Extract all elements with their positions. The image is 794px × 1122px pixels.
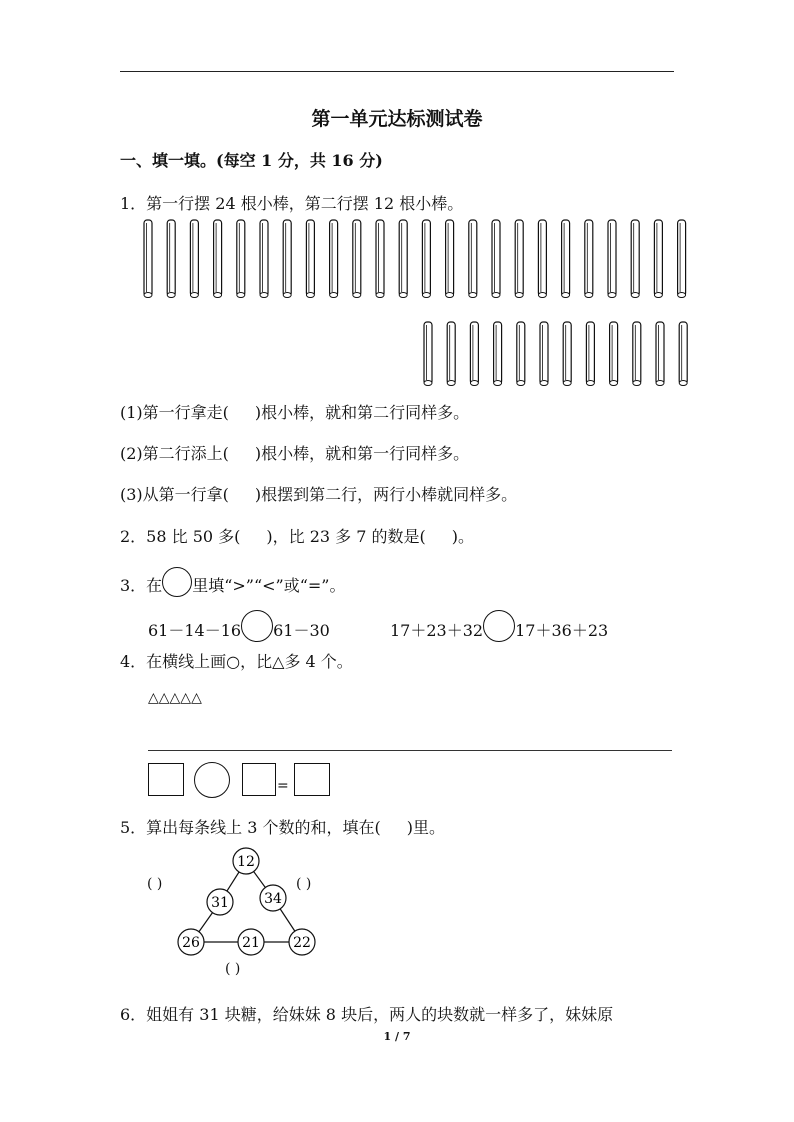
stick-icon xyxy=(144,220,152,298)
stick-icon xyxy=(376,220,384,298)
stick-icon xyxy=(538,220,546,298)
stick-icon xyxy=(610,322,618,386)
equation-box-1[interactable] xyxy=(148,763,184,796)
paren-left[interactable]: ( ) xyxy=(147,876,163,892)
compare-circle-input[interactable] xyxy=(483,610,515,642)
stick-icon xyxy=(214,220,222,298)
page-title: 第一单元达标测试卷 xyxy=(311,108,483,130)
sticks-row-1 xyxy=(140,218,700,302)
equation-box-3[interactable] xyxy=(294,763,330,796)
stick-icon xyxy=(422,220,430,298)
stick-icon xyxy=(469,220,477,298)
sticks-row-2 xyxy=(420,320,700,388)
node-bottom-right-label: 22 xyxy=(293,935,311,951)
stick-icon xyxy=(399,220,407,298)
stick-icon xyxy=(237,220,245,298)
stick-icon xyxy=(517,322,525,386)
stick-icon xyxy=(678,220,686,298)
q5-stem: 5．算出每条线上 3 个数的和，填在( )里。 xyxy=(120,818,446,837)
stick-icon xyxy=(540,322,548,386)
stick-icon xyxy=(586,322,594,386)
equals-sign: = xyxy=(277,778,289,794)
node-top-label: 12 xyxy=(237,854,255,870)
stick-icon xyxy=(306,220,314,298)
stick-icon xyxy=(260,220,268,298)
stick-icon xyxy=(446,220,454,298)
stick-icon xyxy=(608,220,616,298)
q1-sub1: (1)第一行拿走( )根小棒，就和第二行同样多。 xyxy=(120,403,470,422)
q1-stem: 1．第一行摆 24 根小棒，第二行摆 12 根小棒。 xyxy=(120,194,464,213)
number-triangle-diagram xyxy=(140,840,340,970)
equation-box-2[interactable] xyxy=(242,763,276,796)
node-bottom-left-label: 26 xyxy=(182,935,200,951)
q2-stem: 2．58 比 50 多( )，比 23 多 7 的数是( )。 xyxy=(120,527,475,546)
q1-sub2: (2)第二行添上( )根小棒，就和第一行同样多。 xyxy=(120,444,470,463)
section-heading: 一、填一填。(每空 1 分，共 16 分) xyxy=(120,151,383,170)
compare-circle-icon xyxy=(162,567,192,597)
stick-icon xyxy=(470,322,478,386)
q1-sub3: (3)从第一行拿( )根摆到第二行，两行小棒就同样多。 xyxy=(120,485,518,504)
drawing-line[interactable] xyxy=(148,750,672,751)
stick-icon xyxy=(492,220,500,298)
stick-icon xyxy=(190,220,198,298)
stick-icon xyxy=(633,322,641,386)
stick-icon xyxy=(679,322,687,386)
stick-icon xyxy=(167,220,175,298)
node-right-mid-label: 34 xyxy=(264,891,282,907)
stick-icon xyxy=(585,220,593,298)
stick-icon xyxy=(563,322,571,386)
stick-icon xyxy=(562,220,570,298)
stick-icon xyxy=(494,322,502,386)
stick-icon xyxy=(447,322,455,386)
operator-circle[interactable] xyxy=(194,762,230,798)
compare-circle-input[interactable] xyxy=(241,610,273,642)
stick-icon xyxy=(424,322,432,386)
q4-stem: 4．在横线上画○，比△多 4 个。 xyxy=(120,652,353,671)
node-bottom-mid-label: 21 xyxy=(242,935,260,951)
q6-stem: 6．姐姐有 31 块糖，给妹妹 8 块后，两人的块数就一样多了，妹妹原 xyxy=(120,1005,614,1024)
stick-icon xyxy=(330,220,338,298)
stick-icon xyxy=(654,220,662,298)
paren-bottom[interactable]: ( ) xyxy=(225,961,241,977)
paren-right[interactable]: ( ) xyxy=(296,876,312,892)
triangle-row: △△△△△ xyxy=(148,690,202,706)
page-number: 1 / 7 xyxy=(383,1030,411,1043)
stick-icon xyxy=(515,220,523,298)
stick-icon xyxy=(353,220,361,298)
top-rule xyxy=(120,71,674,72)
stick-icon xyxy=(631,220,639,298)
q3-expr2: 17＋23＋32 17＋36＋23 xyxy=(390,610,608,642)
q3-stem: 3．在 里填“>”“<”或“=”。 xyxy=(120,567,346,597)
q3-expr1: 61－14－16 61－30 xyxy=(148,610,330,642)
stick-icon xyxy=(656,322,664,386)
node-left-mid-label: 31 xyxy=(211,895,229,911)
stick-icon xyxy=(283,220,291,298)
